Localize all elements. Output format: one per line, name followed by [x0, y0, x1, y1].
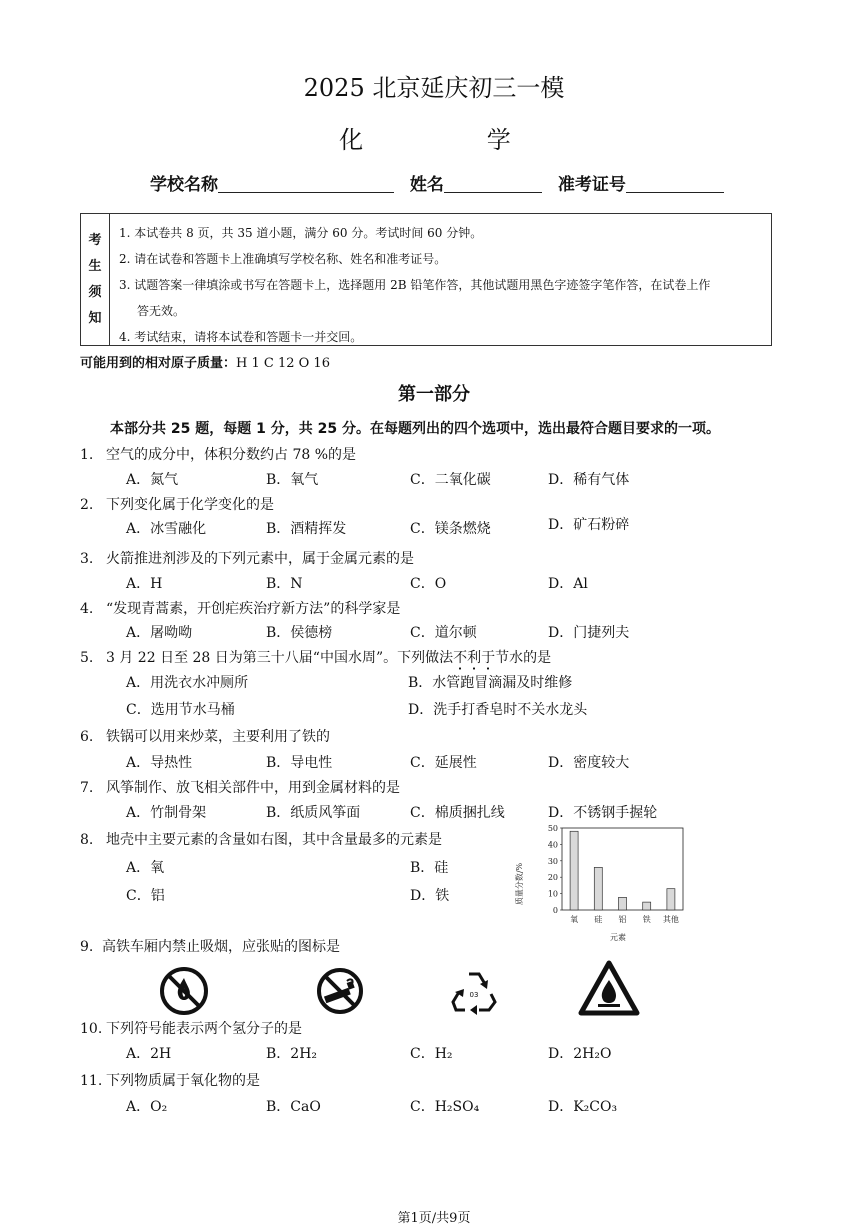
option[interactable]: D．稀有气体 [548, 472, 630, 488]
question-text: 下列变化属于化学变化的是 [106, 497, 274, 513]
name-label: 姓名 [409, 175, 444, 195]
no-smoking-icon[interactable] [313, 964, 367, 1018]
name-blank[interactable] [444, 192, 542, 193]
option[interactable]: A．2H [126, 1046, 172, 1062]
atomic-mass-label: 可能用到的相对原子质量： [80, 356, 237, 371]
option[interactable]: B．酒精挥发 [266, 521, 347, 537]
chart-ytick-label: 30 [547, 856, 558, 866]
question-stem [80, 598, 400, 618]
option[interactable]: D．K₂CO₃ [548, 1099, 618, 1115]
school-name-label: 学校名称 [150, 175, 218, 195]
question-stem [80, 494, 274, 514]
option[interactable]: B．N [266, 576, 303, 592]
question-stem [80, 444, 356, 464]
option[interactable]: D．铁 [410, 888, 450, 904]
question-number: 8. [80, 832, 94, 848]
question-text: 3 月 22 日至 28 日为第三十八届“中国水周”。下列做法 [106, 650, 454, 666]
notice-heading-char: 生 [88, 258, 102, 274]
option[interactable]: C．棉质捆扎线 [410, 805, 505, 821]
chart-bar [643, 902, 651, 910]
option[interactable]: D．矿石粉碎 [548, 517, 630, 533]
question-text: 节水的是 [495, 650, 552, 666]
chart-xtick-label: 氧 [570, 915, 579, 924]
option[interactable]: D．2H₂O [548, 1046, 612, 1062]
option[interactable]: A．导热性 [126, 755, 193, 771]
option[interactable]: A．氮气 [126, 472, 179, 488]
option[interactable]: C．镁条燃烧 [410, 521, 491, 537]
question-number: 4. [80, 601, 94, 617]
option[interactable]: B．侯德榜 [266, 625, 333, 641]
notice-item: 答无效。 [137, 304, 186, 318]
question-stem [80, 726, 330, 746]
chart-ytick-label: 20 [547, 873, 558, 883]
option[interactable]: B．硅 [410, 860, 449, 876]
atomic-mass-values: H 1 C 12 O 16 [236, 356, 330, 371]
question-text: 高铁车厢内禁止吸烟，应张贴的图标是 [102, 939, 340, 955]
option[interactable]: D．门捷列夫 [548, 625, 630, 641]
option[interactable]: C．道尔顿 [410, 625, 477, 641]
notice-heading-char: 须 [88, 284, 102, 300]
question-number: 3. [80, 551, 94, 567]
option[interactable]: A．氧 [126, 860, 165, 876]
option[interactable]: C．铝 [126, 888, 165, 904]
question-stem [80, 777, 400, 797]
chart-ytick-label: 50 [547, 824, 558, 833]
option[interactable]: C．H₂ [410, 1046, 453, 1062]
option[interactable]: A．冰雪融化 [126, 521, 207, 537]
notice-item: 2. 请在试卷和答题卡上准确填写学校名称、姓名和准考证号。 [119, 252, 447, 266]
question-number: 2. [80, 497, 94, 513]
question-stem [80, 829, 442, 849]
option[interactable]: B．2H₂ [266, 1046, 318, 1062]
question-stem [80, 1018, 302, 1038]
option[interactable]: B．水管跑冒滴漏及时维修 [408, 675, 573, 691]
option[interactable]: D．Al [548, 576, 588, 592]
option[interactable]: A．屠呦呦 [126, 625, 193, 641]
option[interactable]: A．用洗衣水冲厕所 [126, 675, 249, 691]
chart-bar [667, 889, 675, 910]
option[interactable]: C．H₂SO₄ [410, 1099, 480, 1115]
question-stem [80, 1070, 260, 1090]
question-text: 空气的成分中，体积分数约占 78 %的是 [106, 447, 357, 463]
chart-bar [594, 867, 602, 910]
subject-title: 化 学 [339, 126, 569, 154]
option[interactable]: A．H [126, 576, 163, 592]
option[interactable]: C．选用节水马桶 [126, 702, 235, 718]
option[interactable]: B．CaO [266, 1099, 321, 1115]
question-text: 火箭推进剂涉及的下列元素中，属于金属元素的是 [106, 551, 414, 567]
no-fire-icon[interactable] [157, 964, 211, 1018]
page-footer: 第1页/共9页 [397, 1211, 471, 1226]
question-number: 1. [80, 447, 94, 463]
question-stem [80, 647, 551, 667]
exam-title: 2025 北京延庆初三一模 [303, 74, 565, 102]
notice-item: 4. 考试结束，请将本试卷和答题卡一并交回。 [119, 330, 363, 344]
chart-bar [619, 897, 627, 910]
question-stem [80, 936, 340, 956]
chart-xtick-label: 铝 [618, 915, 627, 924]
chart-bar [570, 831, 578, 910]
chart-ylabel: 质量分数/% [515, 862, 524, 906]
crust-elements-chart [514, 822, 694, 944]
question-number: 6. [80, 729, 94, 745]
option[interactable]: D．洗手打香皂时不关水龙头 [408, 702, 588, 718]
flammable-warning-icon[interactable] [578, 960, 640, 1018]
recycle-code: 03 [469, 991, 479, 999]
option[interactable]: C．二氧化碳 [410, 472, 491, 488]
question-stem [80, 548, 414, 568]
chart-ytick-label: 40 [547, 840, 558, 850]
emphasized-text: 不利于 [453, 650, 496, 666]
notice-item: 1. 本试卷共 8 页，共 35 道小题，满分 60 分。考试时间 60 分钟。 [119, 226, 483, 240]
recycle-icon[interactable] [447, 964, 501, 1018]
question-number: 11. [80, 1073, 103, 1089]
part-title: 第一部分 [398, 384, 470, 405]
option[interactable]: D．密度较大 [548, 755, 630, 771]
notice-heading-char: 考 [88, 232, 102, 248]
question-number: 10. [80, 1021, 103, 1037]
atomic-mass-line [80, 352, 330, 371]
chart-xlabel: 元素 [610, 933, 626, 942]
exam-id-label: 准考证号 [557, 175, 626, 195]
question-text: 铁锅可以用来炒菜，主要利用了铁的 [106, 729, 330, 745]
option[interactable]: A．竹制骨架 [126, 805, 207, 821]
exam-id-blank[interactable] [626, 192, 724, 193]
notice-heading [81, 214, 110, 345]
option[interactable]: D．不锈钢手握轮 [548, 805, 658, 821]
option[interactable]: A．O₂ [126, 1099, 168, 1115]
chart-ytick-label: 10 [547, 889, 558, 899]
question-number: 9. [80, 939, 94, 955]
question-number: 7. [80, 780, 94, 796]
chart-xtick-label: 铁 [642, 915, 651, 924]
question-text: 下列物质属于氧化物的是 [106, 1073, 260, 1089]
option[interactable]: B．导电性 [266, 755, 333, 771]
option[interactable]: B．氧气 [266, 472, 319, 488]
school-name-blank[interactable] [218, 192, 394, 193]
question-text: “发现青蒿素，开创疟疾治疗新方法”的科学家是 [106, 601, 401, 617]
question-text: 风筝制作、放飞相关部件中，用到金属材料的是 [106, 780, 400, 796]
option[interactable]: C．O [410, 576, 447, 592]
question-text: 下列符号能表示两个氢分子的是 [106, 1021, 302, 1037]
question-number: 5. [80, 650, 94, 666]
part-intro: 本部分共 25 题，每题 1 分，共 25 分。在每题列出的四个选项中，选出最符合题目要求的一项。 [110, 421, 720, 437]
chart-xtick-label: 其他 [662, 915, 679, 924]
chart-xtick-label: 硅 [594, 915, 603, 924]
chart-ytick-label: 0 [552, 906, 558, 915]
candidate-notice [80, 213, 772, 346]
option[interactable]: C．延展性 [410, 755, 477, 771]
notice-item: 3. 试题答案一律填涂或书写在答题卡上，选择题用 2B 铅笔作答，其他试题用黑色字迹签字笔作答，在试卷上作 [119, 278, 711, 292]
notice-heading-char: 知 [88, 310, 102, 326]
info-fields [150, 170, 734, 195]
option[interactable]: B．纸质风筝面 [266, 805, 361, 821]
question-text: 地壳中主要元素的含量如右图，其中含量最多的元素是 [106, 832, 442, 848]
